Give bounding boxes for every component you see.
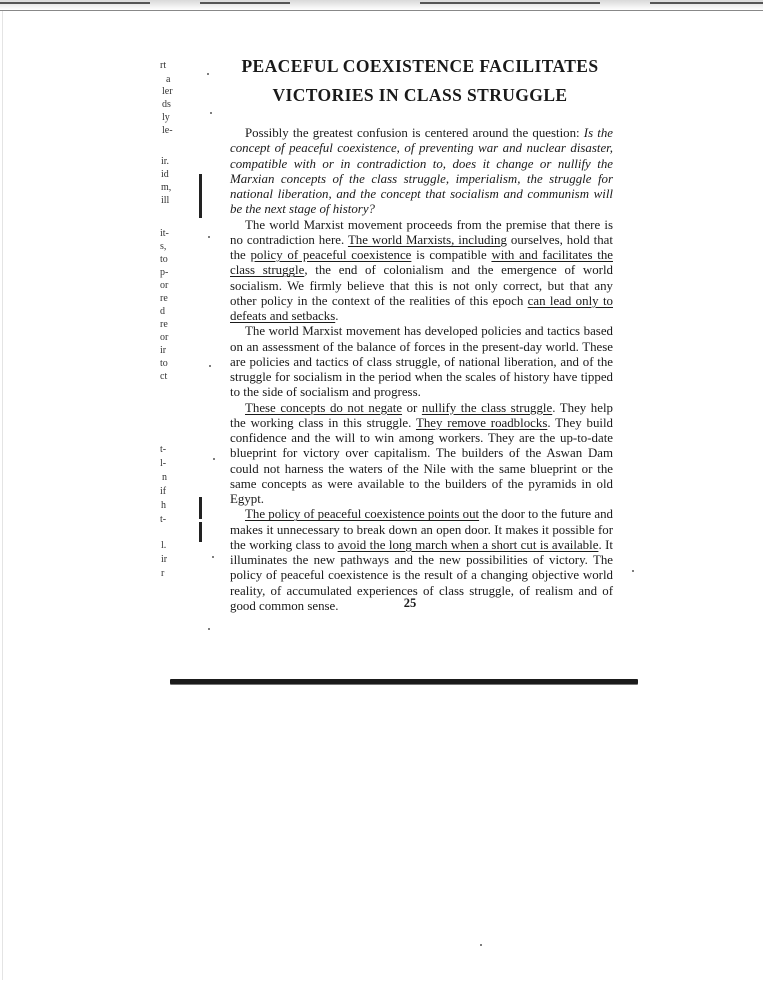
underlined-text: with and facilitates the class struggle	[230, 248, 613, 278]
margin-mark	[199, 522, 202, 542]
fragment: ds	[162, 99, 171, 110]
title-line-2: VICTORIES IN CLASS STRUGGLE	[272, 85, 568, 105]
fragment: r	[161, 568, 165, 579]
paragraph-text: .	[335, 309, 339, 323]
fragment: rt	[160, 60, 167, 71]
paragraph-text: . They build confidence and the will to win among workers. They are the up-to-date blueprint for victory over capitalism. The builders of the Aswan Dam could not harness the waters of the Nile with the same blueprint or the same concepts as were available to the builders of the pyramids in old Egypt.	[230, 415, 613, 506]
underlined-text: These concepts do not negate	[245, 400, 403, 415]
paragraph-text: is compatible	[411, 248, 492, 262]
fragment: m,	[161, 182, 172, 193]
fragment: d	[160, 306, 165, 317]
scan-speck	[207, 73, 209, 75]
underlined-text: nullify the class struggle	[421, 400, 553, 415]
bottom-rule	[170, 679, 638, 684]
paragraph-text: , the end of colonialism and the emergence of world socialism. We firmly believe that this is not only correct, but that any other policy in the context of the realities of this epoch	[230, 263, 613, 308]
fragment: ler	[162, 86, 173, 97]
scan-speck	[213, 458, 215, 460]
margin-mark	[199, 497, 202, 519]
paragraph-text: the door to the future and makes it unnecessary to break down an open door. It makes it possible for the working class to	[230, 507, 613, 552]
scan-speck	[632, 570, 634, 572]
fragment: p-	[160, 267, 169, 278]
paragraph-text: The world Marxist movement proceeds from the premise that there is no contradiction here.	[230, 217, 613, 247]
scan-speck	[209, 365, 211, 367]
scan-border-mark	[420, 2, 600, 4]
scan-edge-shadow	[2, 10, 3, 980]
fragment: t-	[160, 444, 167, 455]
paragraph	[230, 218, 613, 325]
facing-page-fragments	[150, 58, 184, 598]
fragment: ly	[162, 112, 170, 123]
paragraph-text: . They help the working class in this struggle.	[230, 400, 613, 430]
page-number: 25	[403, 596, 417, 610]
margin-mark	[199, 174, 202, 218]
fragment: to	[160, 254, 168, 265]
fragment: id	[161, 169, 169, 180]
scan-speck	[208, 236, 210, 238]
fragment: l.	[161, 540, 167, 551]
paragraph-text: ourselves, hold that the	[230, 232, 613, 262]
underlined-text: can lead only to defeats and setbacks	[230, 293, 613, 323]
paragraph	[230, 126, 613, 218]
underlined-text: The world Marxists, including	[347, 232, 507, 247]
title-line-1: PEACEFUL COEXISTENCE FACILITATES	[241, 56, 599, 76]
scan-border-mark	[0, 2, 150, 4]
underlined-text: They remove roadblocks	[415, 415, 548, 430]
fragment: l-	[160, 458, 167, 469]
scan-border-mark	[650, 2, 763, 4]
underlined-text: policy of peaceful coexistence	[250, 248, 412, 262]
fragment: s,	[160, 241, 167, 252]
page-title	[200, 52, 640, 110]
fragment: or	[160, 332, 169, 343]
fragment: re	[160, 293, 168, 304]
fragment: ill	[161, 195, 170, 206]
fragment: t-	[160, 514, 167, 525]
fragment: ir.	[161, 156, 170, 167]
scan-border-mark	[200, 2, 290, 4]
fragment: or	[160, 280, 169, 291]
paragraph-text: . It illuminates the new pathways and the new possibilities of victory. The policy of peaceful coexistence is the result of a changing objective world reality, of accumulated experiences of class struggle, of realism and of good common sense.	[230, 537, 613, 613]
underlined-text: The policy of peaceful coexistence points out	[245, 507, 480, 522]
scan-speck	[210, 112, 212, 114]
scan-speck	[212, 556, 214, 558]
fragment: to	[160, 358, 168, 369]
question-text: Is the concept of peaceful coexistence, of preventing war and nuclear disaster, compatible with or in contradiction to, does it change or nullify the Marxian concepts of the class struggle, imperialism, the struggle for national liberation, and the concept that socialism and communism will be the next stage of history?	[230, 126, 614, 217]
paragraph	[230, 401, 613, 508]
paragraph: The world Marxist movement has developed policies and tactics based on an assessment of the balance of forces in the present-day world. These are policies and tactics of class struggle, of national liberation, and of the struggle for socialism in the period when the scales of history have tipped to the side of socialism and progress.	[230, 324, 613, 400]
fragment: if	[160, 486, 167, 497]
scan-top-border	[0, 0, 763, 11]
fragment: le-	[162, 125, 173, 136]
paragraph-text: or	[402, 400, 422, 415]
scan-speck	[480, 944, 482, 946]
scan-speck	[208, 628, 210, 630]
article-body	[230, 126, 613, 614]
fragment: ir	[160, 345, 167, 356]
fragment: re	[160, 319, 168, 330]
fragment: n	[162, 472, 167, 483]
fragment: a	[166, 74, 171, 85]
paragraph-text: Possibly the greatest confusion is centered around the question:	[245, 126, 584, 140]
fragment: ct	[160, 371, 168, 382]
fragment: ir	[161, 554, 168, 565]
fragment: h	[161, 500, 166, 511]
fragment: it-	[160, 228, 169, 239]
underlined-text: avoid the long march when a short cut is available	[337, 537, 599, 552]
